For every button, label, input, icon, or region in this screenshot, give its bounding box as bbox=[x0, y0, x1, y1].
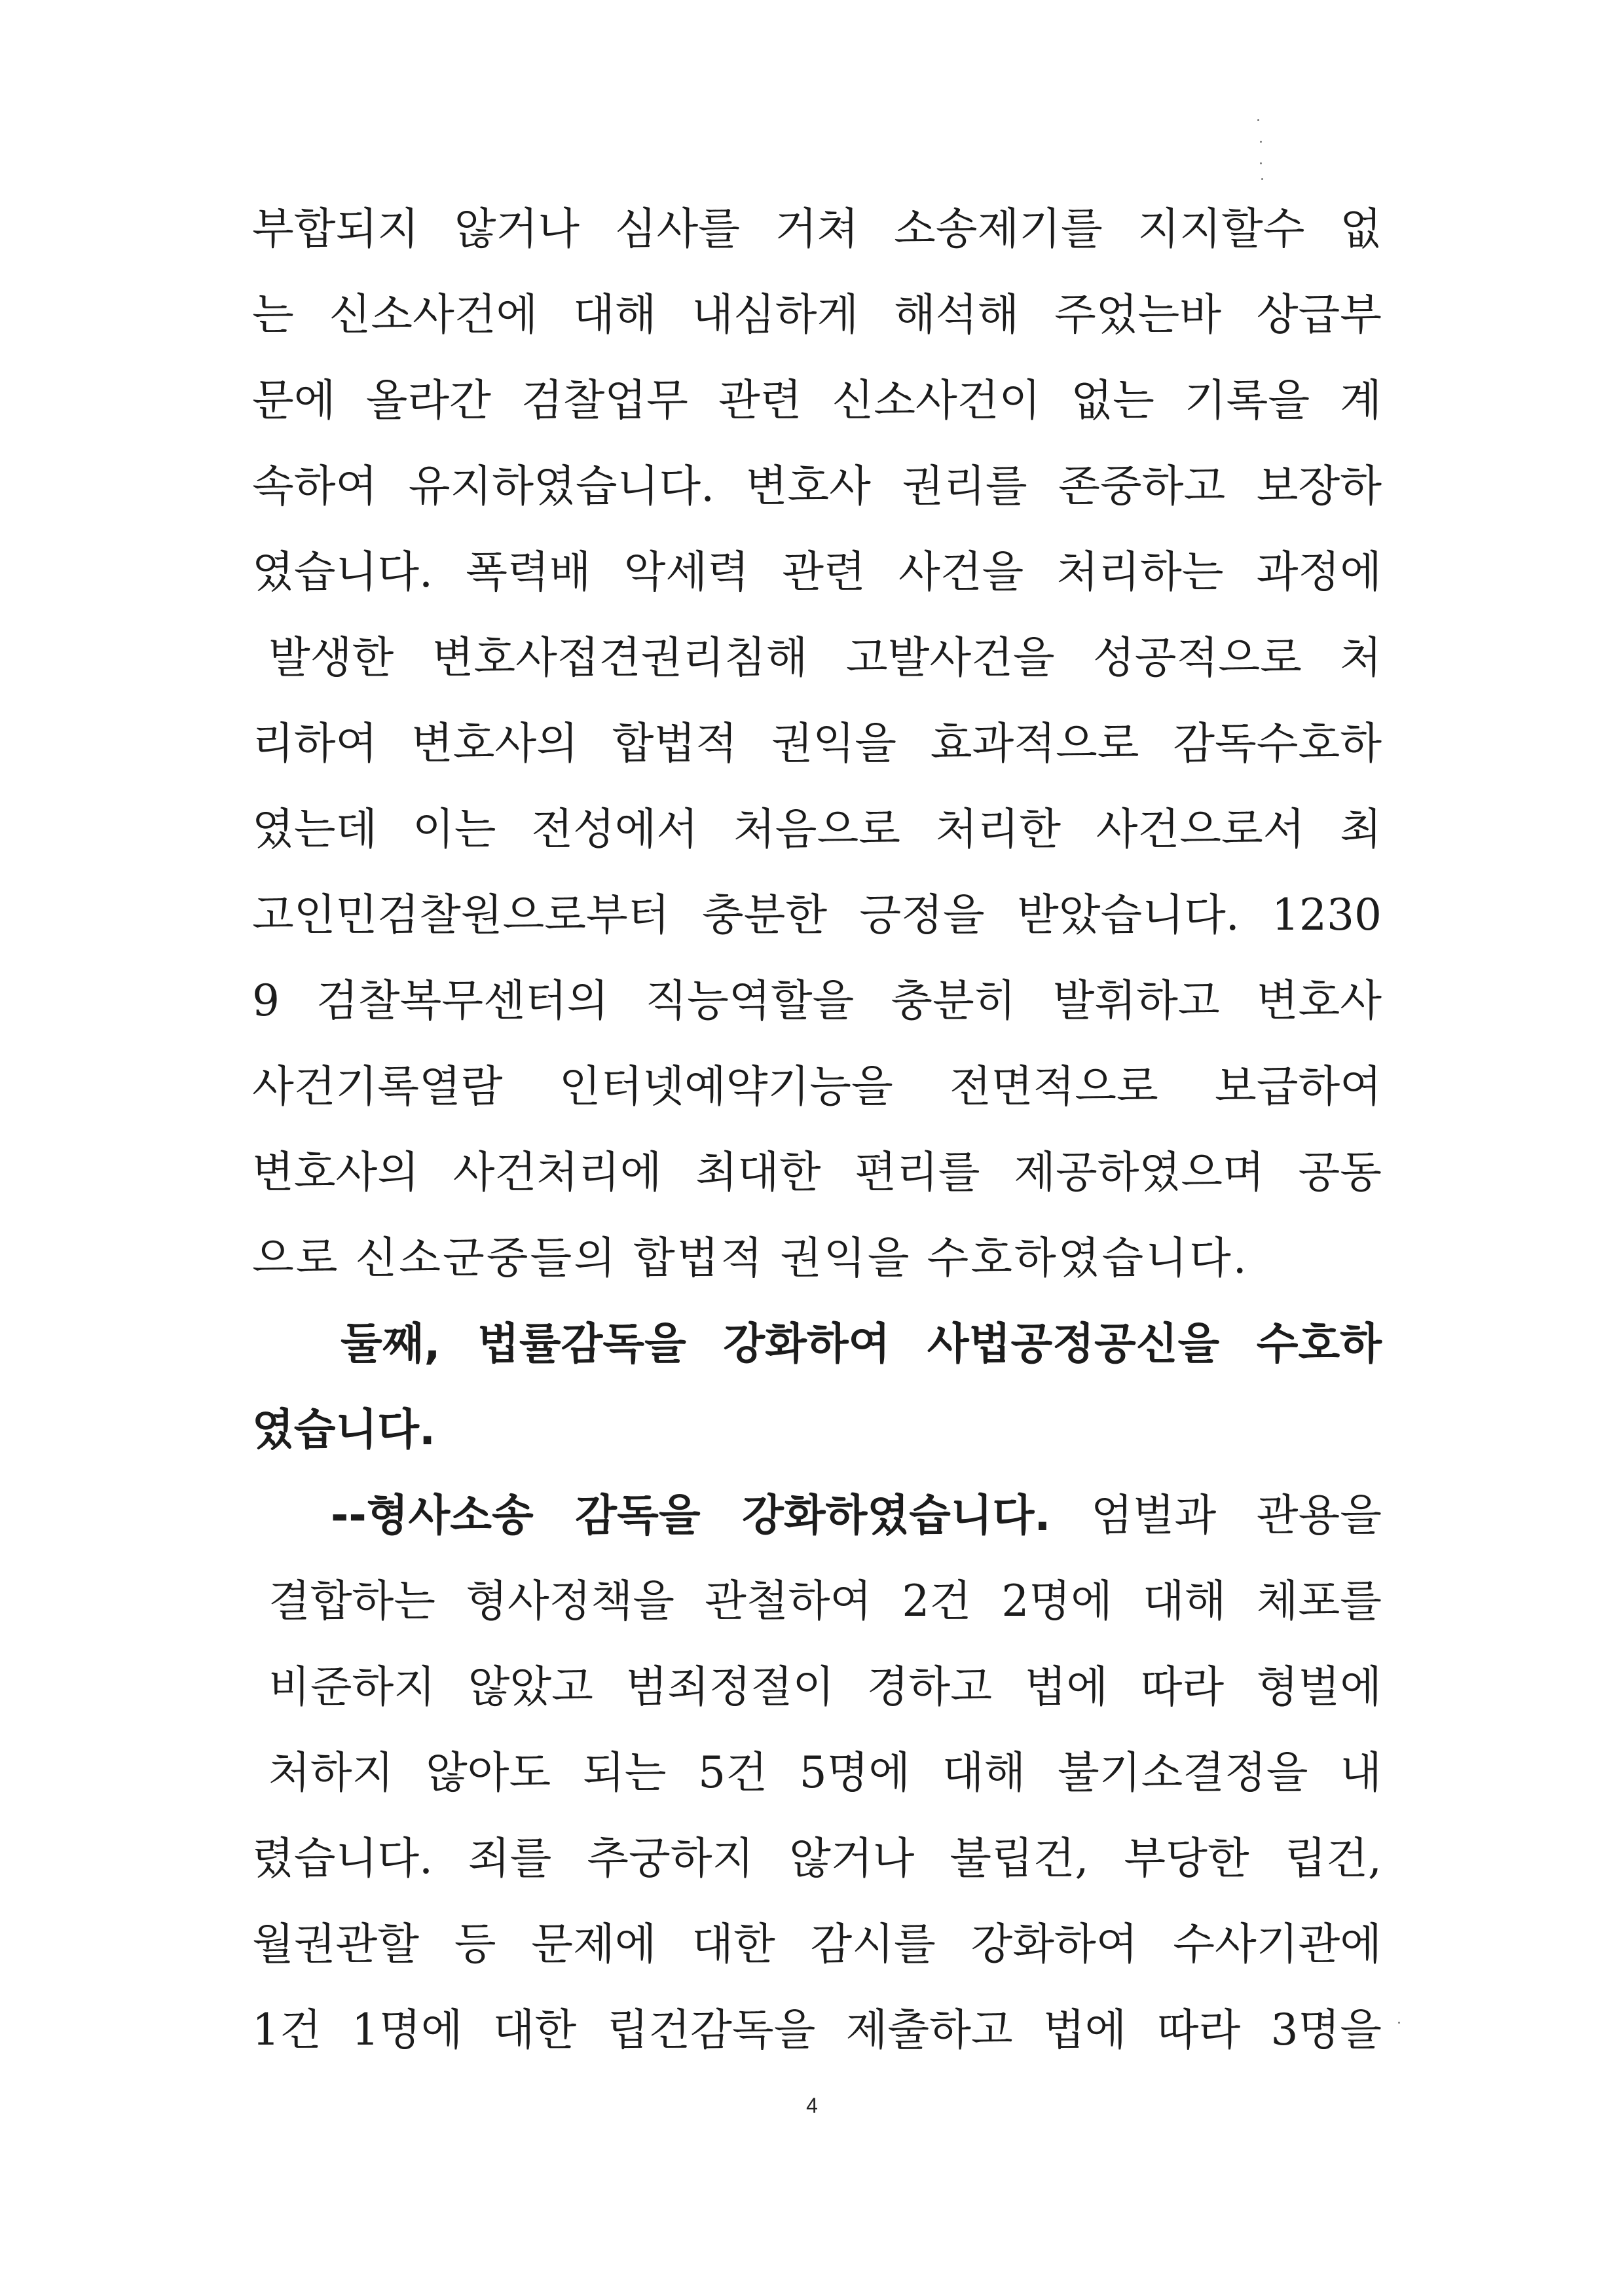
body-text-line: 렸습니다. 죄를 추궁하지 않거나 불립건, 부당한 립건, bbox=[252, 1833, 1382, 1884]
scan-speck bbox=[1257, 119, 1259, 121]
body-text-line: 사건기록열람 인터넷예약기능을 전면적으로 보급하여 bbox=[252, 1061, 1382, 1112]
page-number: 4 bbox=[806, 2094, 818, 2117]
body-text-line: 결합하는 형사정책을 관철하여 2건 2명에 대해 체포를 bbox=[268, 1576, 1382, 1626]
body-text-line: 고인민검찰원으로부터 충분한 긍정을 받았습니다. 1230 bbox=[252, 890, 1382, 940]
scan-speck bbox=[1260, 141, 1262, 143]
body-text-line: 였습니다. 폭력배 악세력 관련 사건을 처리하는 과정에 bbox=[252, 547, 1382, 597]
scan-speck bbox=[1260, 162, 1262, 164]
section-heading: 둘째, 법률감독을 강화하여 사법공정공신을 수호하 bbox=[341, 1319, 1382, 1369]
body-text-line: 였는데 이는 전성에서 처음으로 처리한 사건으로서 최 bbox=[252, 804, 1382, 854]
scan-speck bbox=[1398, 2022, 1400, 2024]
body-text-line: 으로 신소군중들의 합법적 권익을 수호하였습니다. bbox=[252, 1233, 1249, 1283]
body-text-line: 리하여 변호사의 합법적 권익을 효과적으로 감독수호하 bbox=[252, 718, 1382, 769]
body-text-line: 월권관할 등 문제에 대한 감시를 강화하여 수사기관에 bbox=[252, 1919, 1382, 1969]
body-text-line: 1건 1명에 대한 립건감독을 제출하고 법에 따라 3명을 bbox=[252, 2005, 1382, 2055]
body-text-line: 속하여 유지하였습니다. 변호사 권리를 존중하고 보장하 bbox=[252, 461, 1382, 511]
subsection-heading: --형사소송 감독을 강화하였습니다. bbox=[331, 1490, 1051, 1540]
scan-speck bbox=[1261, 178, 1263, 180]
body-text-line: 비준하지 않았고 범죄정절이 경하고 법에 따라 형벌에 bbox=[268, 1662, 1382, 1712]
subsection-lead-text: 엄벌과 관용을 bbox=[1090, 1490, 1382, 1540]
body-text-line: 발생한 변호사접견권리침해 고발사건을 성공적으로 처 bbox=[268, 632, 1382, 683]
body-text-line: 9 검찰복무센터의 직능역할을 충분히 발휘하고 변호사 bbox=[252, 975, 1382, 1026]
body-text-line: 부합되지 않거나 심사를 거쳐 소송제기를 지지할수 없 bbox=[252, 204, 1382, 254]
body-text-line: 변호사의 사건처리에 최대한 편리를 제공하였으며 공동 bbox=[252, 1147, 1382, 1197]
subsection-lead-line bbox=[331, 1483, 1382, 1548]
body-text-line: 는 신소사건에 대해 내심하게 해석해 주었는바 상급부 bbox=[252, 289, 1382, 340]
body-text-line: 문에 올라간 검찰업무 관련 신소사건이 없는 기록을 계 bbox=[252, 375, 1382, 426]
section-heading-continued: 였습니다. bbox=[252, 1404, 436, 1455]
body-text-line: 처하지 않아도 되는 5건 5명에 대해 불기소결정을 내 bbox=[268, 1747, 1382, 1798]
